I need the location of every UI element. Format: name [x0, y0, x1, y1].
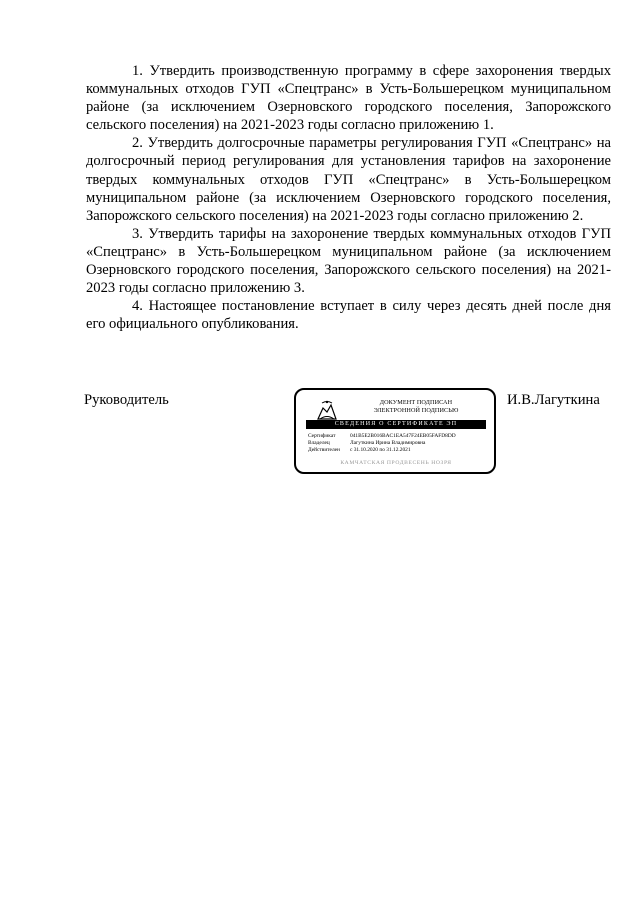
stamp-bar-text: СВЕДЕНИЯ О СЕРТИФИКАТЕ ЭП — [334, 421, 458, 427]
stamp-header-line2: ЭЛЕКТРОННОЙ ПОДПИСЬЮ — [373, 407, 459, 414]
stamp-row-owner — [308, 440, 488, 447]
stamp-header-line1: ДОКУМЕНТ ПОДПИСАН — [379, 399, 453, 406]
paragraph-3: 3. Утвердить тарифы на захоронение твердых коммунальных отходов ГУП «Спецтранс» в Усть-Большерецком муниципальном районе (за исключением Озерновского городского поселения, Запорожского сельского поселения) на 2021-2023 годы согласно приложению 3. — [86, 225, 611, 297]
coat-of-arms-icon — [316, 399, 338, 421]
stamp-row-value: Лагуткина Ирина Владимировна — [350, 440, 426, 446]
stamp-row-value: с 31.10.2020 по 31.12.2021 — [350, 447, 411, 453]
stamp-details — [308, 433, 488, 454]
paragraph-2: 2. Утвердить долгосрочные параметры регулирования ГУП «Спецтранс» на долгосрочный период регулирования для установления тарифов на захоронение твердых коммунальных отходов ГУП «Спецтранс» в Усть-Большерецком муниципальном районе (за исключением Озерновского городского поселения, Запорожского сельского поселения) на 2021-2023 годы согласно приложению 2. — [86, 135, 611, 224]
stamp-row-validity — [308, 447, 488, 454]
stamp-row-label: Сертификат — [308, 433, 336, 439]
stamp-header — [344, 399, 488, 415]
paragraph-1: 1. Утвердить производственную программу в сфере захоронения твердых коммунальных отходов ГУП «Спецтранс» в Усть-Большерецком муниципальном районе (за исключением Озерновского городского поселения, Запорожского сельского поселения) на 2021-2023 годы согласно приложению 1. — [86, 63, 611, 134]
stamp-watermark: КАМЧАТСКАЯ ПРОДВЕСЕНЬ НОЗРЯ — [340, 460, 452, 466]
stamp-row-label: Действителен — [308, 447, 340, 453]
stamp-row-label: Владелец — [308, 440, 330, 446]
position-title: Руководитель — [84, 392, 169, 408]
signer-name: И.В.Лагуткина — [507, 392, 600, 408]
electronic-signature-stamp — [294, 388, 496, 474]
document-body — [86, 62, 611, 333]
stamp-row-value: 041B5E2B016BAC1EA547F24EB05FAFD8DD — [350, 433, 456, 439]
paragraph-4: 4. Настоящее постановление вступает в силу через десять дней после дня его официального опубликования. — [86, 298, 611, 333]
stamp-row-certificate — [308, 433, 488, 440]
